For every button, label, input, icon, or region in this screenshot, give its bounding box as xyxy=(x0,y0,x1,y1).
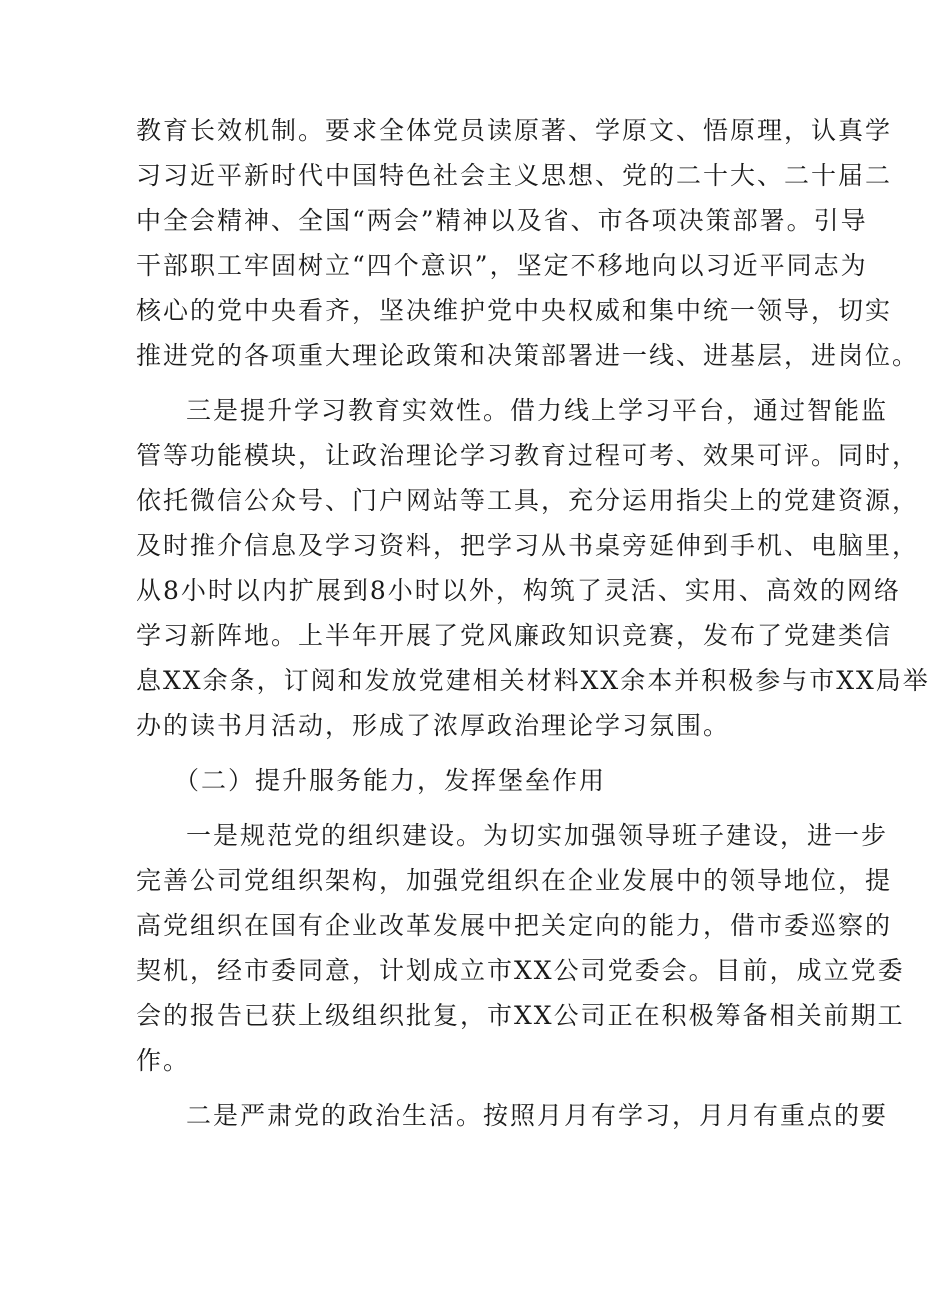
text-line: 三是提升学习教育实效性。借力线上学习平台，通过智能监 xyxy=(186,396,889,425)
text-line: 作。 xyxy=(136,1046,191,1075)
paragraph-learning-effectiveness xyxy=(136,388,930,748)
text-line: 高党组织在国有企业改革发展中把关定向的能力，借市委巡察的 xyxy=(136,911,893,940)
document-body xyxy=(136,108,930,1138)
text-line: 教育长效机制。要求全体党员读原著、学原文、悟原理，认真学 xyxy=(136,116,893,145)
paragraph-organization-building xyxy=(136,813,905,1083)
text-line: 管等功能模块，让政治理论学习教育过程可考、效果可评。同时， xyxy=(136,441,920,470)
text-line: 完善公司党组织架构，加强党组织在企业发展中的领导地位，提 xyxy=(136,866,893,895)
text-line: 干部职工牢固树立“四个意识”，坚定不移地向以习近平同志为 xyxy=(136,251,868,280)
text-line: 二是严肃党的政治生活。按照月月有学习，月月有重点的要 xyxy=(186,1101,889,1130)
text-line: 核心的党中央看齐，坚决维护党中央权威和集中统一领导，切实 xyxy=(136,296,893,325)
section-heading xyxy=(136,758,788,803)
text-line: 中全会精神、全国“两会”精神以及省、市各项决策部署。引导 xyxy=(136,206,868,235)
text-line: 学习新阵地。上半年开展了党风廉政知识竞赛，发布了党建类信 xyxy=(136,621,893,650)
heading-line: （二）提升服务能力，发挥堡垒作用 xyxy=(174,766,607,795)
text-line: 会的报告已获上级组织批复，市XX公司正在积极筹备相关前期工 xyxy=(136,1001,905,1030)
text-line: 习习近平新时代中国特色社会主义思想、党的二十大、二十届二 xyxy=(136,161,893,190)
paragraph-political-life xyxy=(136,1093,889,1138)
paragraph-continued xyxy=(136,108,920,378)
text-line: 从8小时以内扩展到8小时以外，构筑了灵活、实用、高效的网络 xyxy=(136,576,901,605)
text-line: 办的读书月活动，形成了浓厚政治理论学习氛围。 xyxy=(136,711,731,740)
text-line: 息XX余条，订阅和发放党建相关材料XX余本并积极参与市XX局举 xyxy=(136,666,930,695)
text-line: 及时推介信息及学习资料，把学习从书桌旁延伸到手机、电脑里， xyxy=(136,531,920,560)
text-line: 推进党的各项重大理论政策和决策部署进一线、进基层，进岗位。 xyxy=(136,341,920,370)
text-line: 一是规范党的组织建设。为切实加强领导班子建设，进一步 xyxy=(186,821,889,850)
text-line: 依托微信公众号、门户网站等工具，充分运用指尖上的党建资源， xyxy=(136,486,920,515)
text-line: 契机，经市委同意，计划成立市XX公司党委会。目前，成立党委 xyxy=(136,956,905,985)
